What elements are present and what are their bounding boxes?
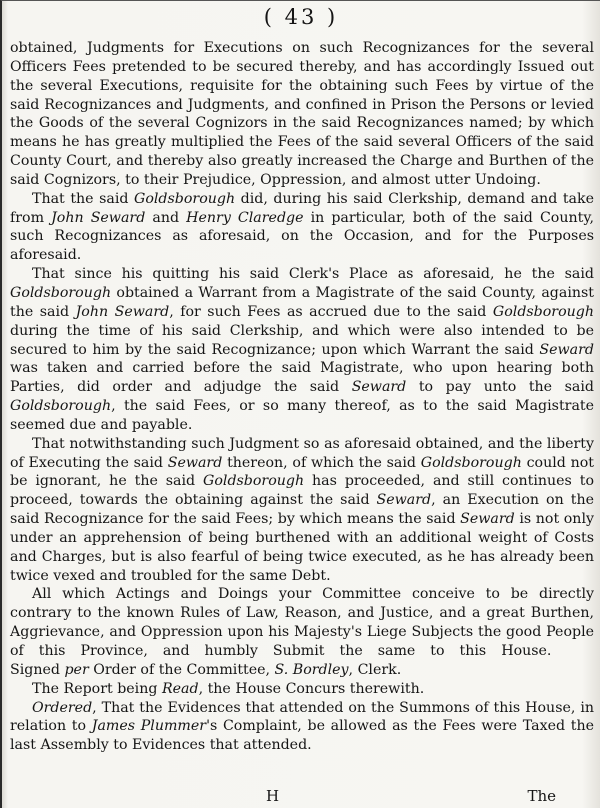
text-run: obtained, Judgments for Executions on such Recognizances for the several Officers Fees pretended to be secured thereby, and has accordingly Issued out the several Executions, requisite for the obtaining such Fees by virtue of the said Recognizances and Judgments, and confined in Prison the Persons or levied the Goods of the several Cognizors in the said Recognizances named; by which means he has greatly multiplied the Fees of the said several Officers of the said County Court, and thereby also greatly increased the Charge and Burthen of the said Cognizors, to their Prejudice, Oppression, and almost utter Undoing. (10, 40, 594, 188)
text-run: obtained a Warrant from a Magistrate of the said County, against the said (10, 284, 594, 320)
text-italic-run: Read (161, 680, 199, 697)
committee-signature (10, 662, 401, 678)
text-italic-run: Goldsborough (10, 284, 112, 301)
text-italic-run: Henry Claredge (186, 209, 304, 226)
text-run: , the said Fees, or so many thereof, as to the said Magistrate seemed due and payable. (10, 398, 594, 433)
text-run: , the House Concurs therewith. (198, 680, 425, 697)
text-italic-run: Goldsborough (134, 190, 236, 207)
text-italic-run: Seward (167, 454, 223, 471)
signature-italic-run: per (64, 661, 89, 678)
paragraph (10, 39, 594, 190)
signature-italic-run: S. Bordley (274, 661, 349, 678)
signature-run: Order of the Committee, (88, 661, 275, 678)
paragraph (10, 265, 594, 435)
signature-run: Signed (10, 661, 65, 678)
text-run: thereon, of which the said (222, 454, 421, 471)
page-body (10, 39, 594, 755)
text-run: The Report being (32, 680, 162, 697)
text-italic-run: John Seward (75, 303, 170, 320)
text-run: in particular, both of the said County, such Recognizances as aforesaid, on the Occasion, and for the Purposes aforesaid. (10, 209, 594, 264)
text-italic-run: Goldsborough (420, 454, 522, 471)
catchword: The (527, 787, 556, 805)
text-italic-run: Goldsborough (492, 303, 594, 320)
text-run: That the said (32, 190, 135, 207)
text-italic-run: Seward (376, 492, 432, 509)
text-italic-run: James Plummer (91, 718, 207, 735)
signature-run: , Clerk. (348, 661, 402, 678)
page-footer (2, 784, 600, 808)
text-run: could not be ignorant, he the said (10, 454, 594, 490)
text-run: is not only under an apprehension of being burthened with an additional weight of Costs and Charges, but is also fearful of being twice executed, as he has already been twice vexed and troubled for the same Debt. (10, 511, 594, 584)
text-italic-run: Goldsborough (10, 398, 112, 415)
text-run: All which Actings and Doings your Committee conceive to be directly contrary to the known Rules of Law, Reason, and Justice, and a great Burthen, Aggrievance, and Oppression upon his Majesty's Liege Subjects the good People of this Province, and humbly Submit the same to this House. (10, 586, 594, 659)
paragraph (10, 680, 594, 699)
text-run: , for such Fees as accrued due to the said (169, 303, 493, 320)
text-run: , an Execution on the said Recognizance for the said Fees; by which means the said (10, 492, 594, 528)
text-run: That notwithstanding such Judgment so as aforesaid obtained, and the liberty of Executing the said (10, 435, 594, 471)
text-run: and (145, 209, 187, 226)
paragraph (10, 435, 594, 586)
text-run: was taken and carried before the said Magistrate, who upon hearing both Parties, did order and adjudge the said (10, 360, 594, 396)
text-italic-run: John Seward (51, 209, 146, 226)
paragraph (10, 585, 594, 679)
text-run: during the time of his said Clerkship, and which were also intended to be secured to him by the said Recognizance; upon which Warrant the said (10, 322, 594, 358)
text-run: to pay unto the said (406, 379, 594, 396)
signature-mark: H (266, 787, 280, 805)
text-italic-run: Seward (539, 341, 594, 358)
text-run: has proceeded, and still continues to proceed, towards the obtaining against the said (10, 473, 594, 509)
text-italic-run: Seward (460, 511, 515, 528)
text-run: 's Complaint, be allowed as the Fees were Taxed the last Assembly to Evidences that attended. (10, 718, 595, 754)
page-number: ( 43 ) (263, 5, 339, 29)
text-run: That since his quitting his said Clerk's Place as aforesaid, he the said (32, 266, 594, 283)
text-italic-run: Goldsborough (203, 473, 305, 490)
text-run: did, during his said Clerkship, demand and take from (10, 190, 594, 226)
text-italic-run: Ordered (32, 699, 93, 716)
paragraph (10, 699, 594, 756)
text-run: , That the Evidences that attended on the Summons of this House, in relation to (10, 699, 594, 735)
paragraph (10, 190, 594, 265)
text-italic-run: Seward (351, 379, 407, 396)
